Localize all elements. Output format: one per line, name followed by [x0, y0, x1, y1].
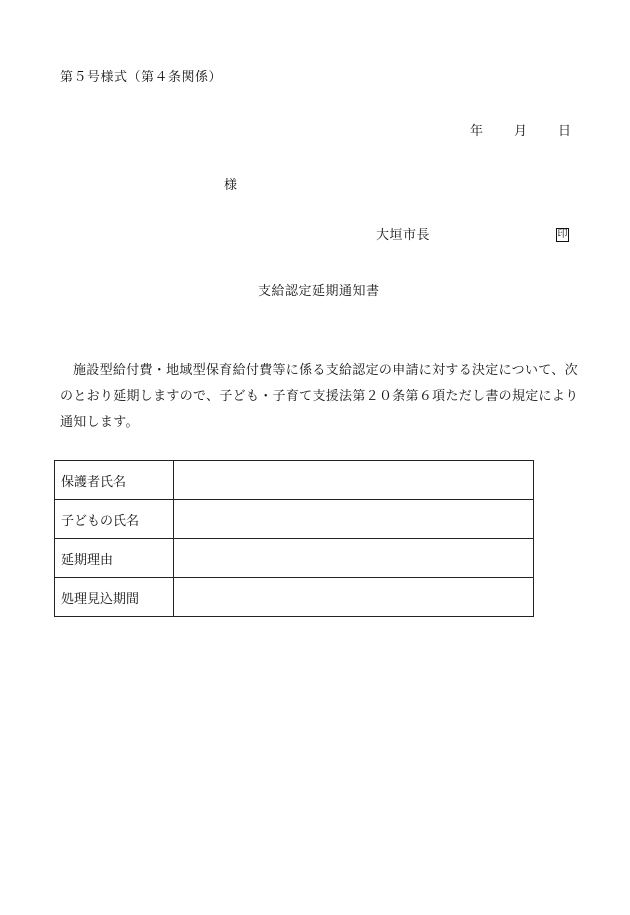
row-label-child-name: 子どもの氏名 — [55, 500, 174, 539]
table-row — [55, 539, 534, 578]
row-value-postpone-reason — [174, 539, 534, 578]
date-line — [470, 124, 571, 140]
row-value-guardian-name — [174, 461, 534, 500]
row-value-child-name — [174, 500, 534, 539]
table-row — [55, 500, 534, 539]
table-row — [55, 461, 534, 500]
row-label-postpone-reason: 延期理由 — [55, 539, 174, 578]
row-value-processing-period — [174, 578, 534, 617]
document-title: 支給認定延期通知書 — [258, 284, 380, 299]
date-month-label: 月 — [514, 124, 528, 139]
seal-mark: 印 — [557, 229, 568, 240]
form-number: 第５号様式（第４条関係） — [60, 70, 223, 85]
date-day-label: 日 — [558, 124, 572, 139]
issuer-name: 大垣市長 — [376, 228, 431, 243]
table-row — [55, 578, 534, 617]
row-label-processing-period: 処理見込期間 — [55, 578, 174, 617]
addressee-suffix: 様 — [224, 178, 238, 193]
row-label-guardian-name: 保護者氏名 — [55, 461, 174, 500]
body-paragraph: 施設型給付費・地域型保育給付費等に係る支給認定の申請に対する決定について、次のとおり延期しますので、子ども・子育て支援法第２０条第６項ただし書の規定により通知します。 — [60, 363, 579, 430]
info-table — [54, 460, 534, 617]
date-year-label: 年 — [470, 124, 484, 139]
